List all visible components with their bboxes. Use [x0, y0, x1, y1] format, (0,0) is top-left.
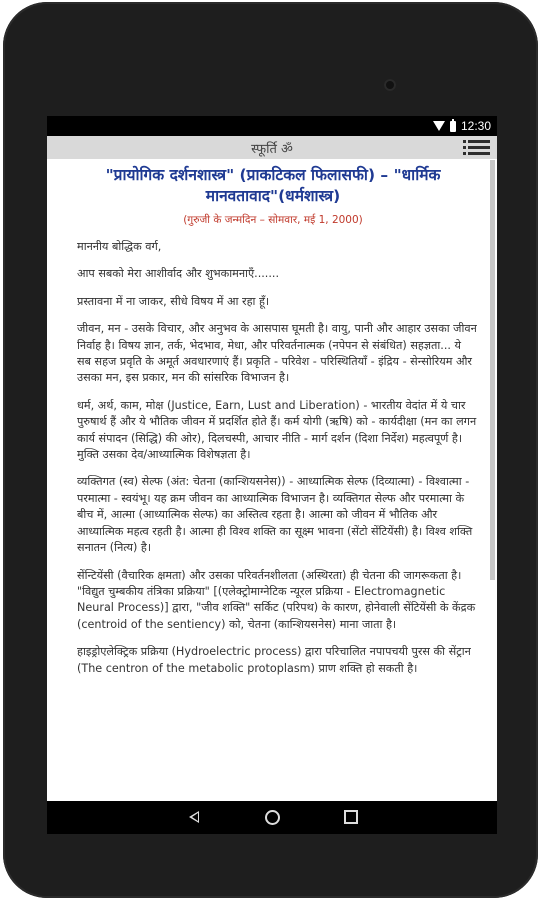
- paragraph: जीवन, मन - उसके विचार, और अनुभव के आसपास घूमती है। वायु, पानी और आहार उसका जीवन निर्वाह है। विषय ज्ञान, तर्क, भेदभाव, मेधा, और परिवर्तनात्मक (नपेपन से संबंधित) सहज्ञता... ये सब सहज प्रवृति के अमूर्त अवधारणाएं हैं। प्रकृति - परिवेश - परिस्थितियाँ - इंद्रिय - सेन्सोरियम और उसका मन, इस प्रकार, मन की सांसरिक विभाजन है।: [77, 322, 477, 385]
- paragraph: माननीय बोद्धिक वर्ग,: [77, 240, 162, 253]
- paragraph: व्यक्तिगत (स्व) सेल्फ (अंत: चेतना (कान्शियसनेस)) - आध्यात्मिक सेल्फ (दिव्यात्मा) - विश्वात्मा - परमात्मा - स्वयंभू। यह क्रम जीवन का आध्यात्मिक विभाजन है। व्यक्तिगत सेल्फ और परमात्मा के बीच में, आत्मा (आध्यात्मिक सेल्फ) का अस्तित्व रहता है। आत्मा को जीवन में भौतिक और आध्यात्मिक महत्व रहती है। आत्मा ही विश्व शक्ति का सूक्ष्म भावना (सेंटो सेंटियेंसी) है। विश्व शक्ति सनातन (नित्य) है।: [77, 475, 473, 555]
- home-icon[interactable]: [265, 810, 280, 825]
- list-menu-icon[interactable]: [468, 140, 490, 156]
- battery-icon: [450, 121, 456, 132]
- recents-icon[interactable]: [344, 810, 358, 824]
- article-subtitle: (गुरुजी के जन्मदिन – सोमवार, मई 1, 2000): [183, 214, 363, 226]
- paragraph: सेंन्टियेंसी (वैचारिक क्षमता) और उसका परिवर्तनशीलता (अस्थिरता) ही चेतना की जागरूकता है। "विद्युत चुम्बकीय तंत्रिका प्रक्रिया" [(एलेक्ट्रोमाग्नेटिक न्यूरल प्रक्रिया - Electromagnetic Neural Process)] द्वारा, "जीव शक्ति" सर्किट (परिपथ) के कारण, होनेवाली सेंटियेंसी के केंद्रक (centroid of the sentiency) को, चेतना (कान्शियसनेस) माना जाता है।: [77, 568, 476, 631]
- screen: [47, 116, 497, 832]
- article-content[interactable]: [47, 159, 487, 781]
- paragraph: धर्म, अर्थ, काम, मोक्ष (Justice, Earn, Lust and Liberation) - भारतीय वेदांत में ये चार पुरुषार्थ हैं और ये भौतिक जीवन में प्रदर्शित होते हैं। कर्म योगी (ऋषि) को - कार्यदीक्षा (मन का लगन कार्य संपादन (सिद्धि) की ओर), दिलचस्पी, आचार नीति - मार्ग दर्शन (दिशा निर्देश) महत्वपूर्ण है। मुक्ति उसका देव/आध्यात्मिक विशेषज्ञता है।: [77, 398, 477, 462]
- status-time: 12:30: [460, 119, 491, 133]
- back-icon[interactable]: [189, 811, 199, 823]
- app-bar: [47, 136, 497, 159]
- paragraph: हाइड्रोएलेक्ट्रिक प्रक्रिया (Hydroelectric process) द्वारा परिचालित नपापचयी पुरस की सेंट्रान (The centron of the metabolic protoplasm) प्राण शक्ति हो सकती है।: [77, 645, 471, 675]
- scrollbar[interactable]: [490, 160, 495, 580]
- paragraph: आप सबको मेरा आशीर्वाद और शुभकामनाएँ.......: [77, 267, 280, 281]
- paragraph: प्रस्तावना में ना जाकर, सीधे विषय में आ रहा हूँ।: [77, 294, 270, 308]
- status-bar: [47, 116, 497, 136]
- article-title: "प्रायोगिक दर्शनशास्त्र" (प्राकटिकल फिलासफी) – "धार्मिक मानवतावाद"(धर्मशास्त्र): [105, 166, 441, 205]
- wifi-icon: [433, 121, 445, 131]
- app-title: स्फूर्ति ॐ: [251, 142, 293, 157]
- front-camera: [384, 79, 396, 91]
- navigation-bar: [47, 801, 497, 834]
- status-icons: [433, 118, 491, 134]
